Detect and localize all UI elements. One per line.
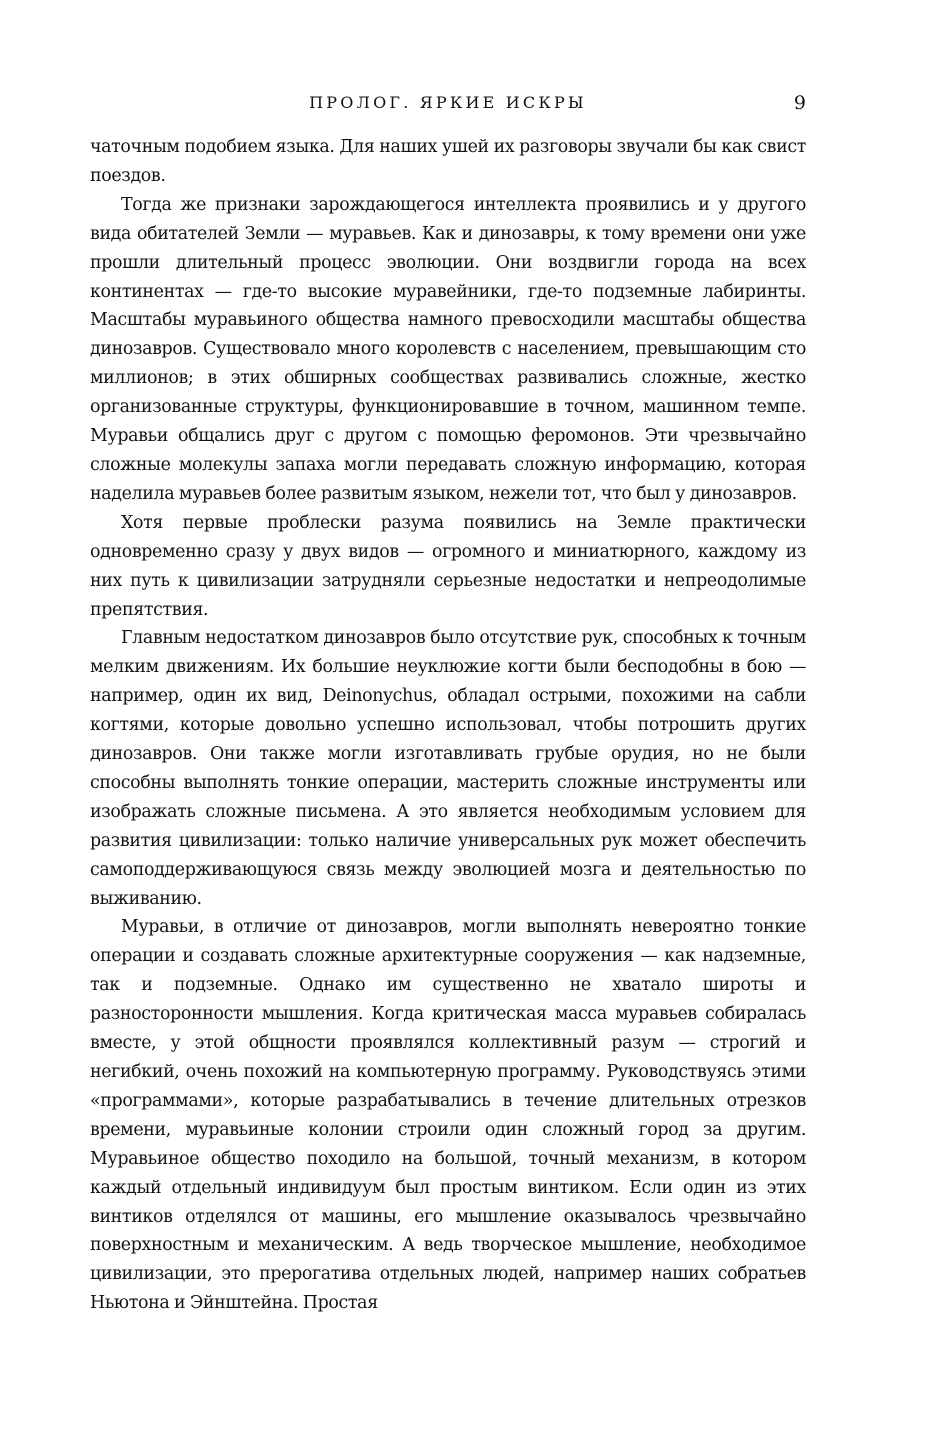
page-number: 9 <box>793 92 806 114</box>
paragraph-continuation: чаточным подобием языка. Для наших ушей их разговоры звучали бы как свист поездов. <box>90 137 806 186</box>
paragraph-ant-thinking: Муравьи, в отличие от динозавров, могли выполнять невероятно тонкие операции и создавать сложные архитектурные сооружения — как надземные, так и подземные. Однако им существенно не хватало широты и разносторонности мышления. Когда критическая масса муравьев собиралась вместе, у этой общности проявлялся коллективный разум — строгий и негибкий, очень похожий на компьютерную программу. Руководствуясь этими «программами», которые разрабатывались в течение длительных отрезков времени, муравьиные колонии строили один сложный город за другим. Муравьиное общество походило на большой, точный механизм, в котором каждый отдельный индивидуум был простым винтиком. Если один из этих винтиков отделялся от машины, его мышление оказывалось чрезвычайно поверхностным и механическим. А ведь творческое мышление, необходимое цивилизации, это прерогатива отдельных людей, например наших собратьев Ньютона и Эйнштейна. Простая <box>90 917 806 1314</box>
paragraph-ants-intelligence: Тогда же признаки зарождающегося интеллекта проявились и у другого вида обитателей Земли — муравьев. Как и динозавры, к тому времени они уже прошли длительный процесс эволюции. Они воздвигли города на всех континентах — где-то высокие муравейники, где-то подземные лабиринты. Масштабы муравьиного общества намного превосходили масштабы общества динозавров. Существовало много королевств с населением, превышающим сто миллионов; в этих обширных сообществах развивались сложные, жестко организованные структуры, функционировавшие в точном, машинном темпе. Муравьи общались друг с другом с помощью феромонов. Эти чрезвычайно сложные молекулы запаха могли передавать сложную информацию, которая наделила муравьев более развитым языком, нежели тот, что был у динозавров. <box>90 194 806 504</box>
paragraph-dinosaur-hands: Главным недостатком динозавров было отсутствие рук, способных к точным мелким движениям. Их большие неуклюжие когти были бесподобны в бою — например, один их вид, Deinonychus, обладал острыми, похожими на сабли когтями, которые довольно успешно использовал, чтобы потрошить других динозавров. Они также могли изготавливать грубые орудия, но не были способны выполнять тонкие операции, мастерить сложные инструменты или изображать сложные письмена. А это является необходимым условием для развития цивилизации: только наличие универсальных рук может обеспечить самоподдерживающуюся связь между эволюцией мозга и деятельностью по выживанию. <box>90 628 806 909</box>
running-head <box>90 88 806 118</box>
running-title: ПРОЛОГ. ЯРКИЕ ИСКРЫ <box>309 93 587 112</box>
body-text <box>90 133 806 1318</box>
paragraph-obstacles: Хотя первые проблески разума появились на Земле практически одновременно сразу у двух видов — огромного и миниатюрного, каждому из них путь к цивилизации затрудняли серьезные недостатки и непреодолимые препятствия. <box>90 512 806 620</box>
